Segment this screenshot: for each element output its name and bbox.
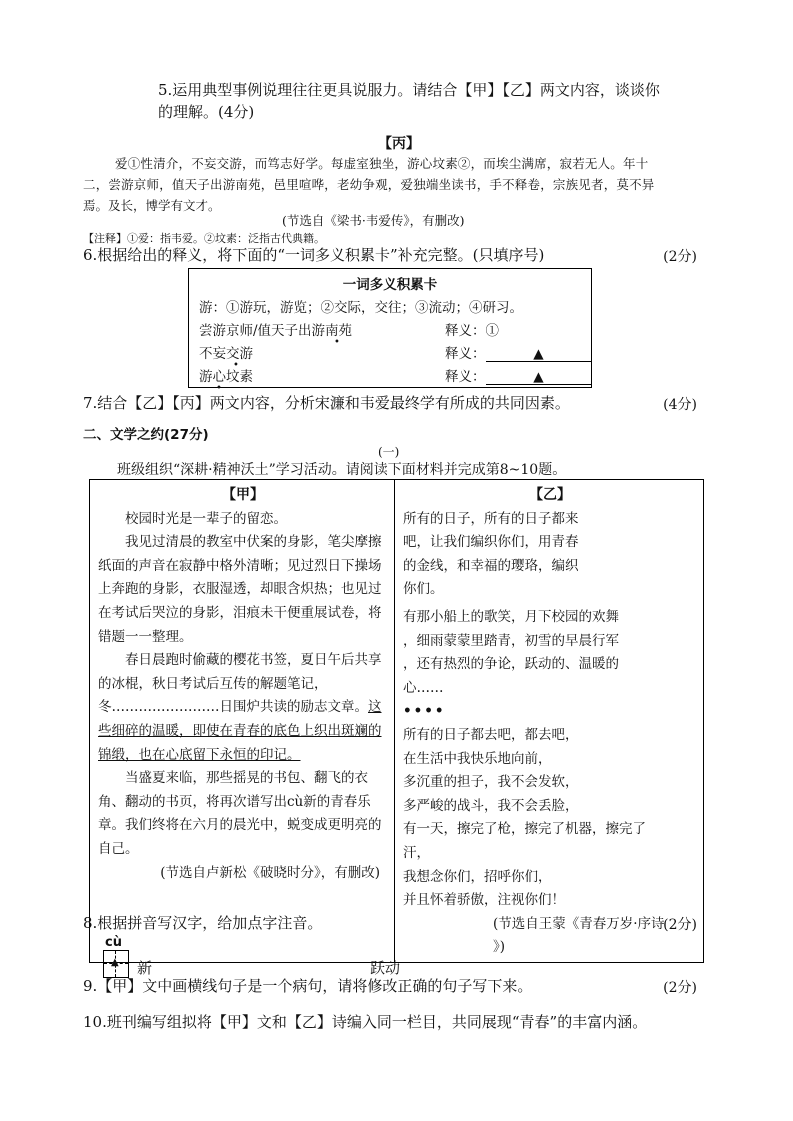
jia-source: (节选自卢新松《破晓时分》，有删改) [160,864,380,881]
answer-blank: ▲ [486,347,592,362]
triangle-icon: ▲ [111,957,119,968]
yi-line: 的金线，和幸福的璎珞，编织 [403,557,579,574]
jia-column [90,480,394,887]
yi-line: 心…… [403,679,444,696]
q7-text: 7.结合【乙】【丙】两文内容，分析宋濂和韦爱最终学有所成的共同因素。 [83,394,570,412]
emphasis-dot: • [233,360,239,371]
section-intro: 班级组织“深耕·精神沃土”学习活动。请阅读下面材料并完成第8~10题。 [117,462,567,478]
emphasis-dot: • [334,337,340,348]
q9-points: (2分) [663,980,697,996]
yi-line: 多严峻的战斗，我不会丢脸， [403,797,579,814]
card-phrase-3: 游心坟素 [199,369,253,385]
answer-blank: ▲ [486,370,592,385]
bing-note: 【注释】①爱：指韦爱。②坟素：泛指古代典籍。 [83,232,325,245]
q7-points: (4分) [663,397,697,413]
q9-text: 9.【甲】文中画横线句子是一个病句，请将修改正确的句子写下来。 [83,977,533,995]
bing-title: 【丙】 [378,136,420,152]
q8-text: 8.根据拼音写汉字，给加点字注音。 [83,914,323,932]
card-phrase-2: 不妄交游 [199,346,253,362]
yi-line: 有一天，擦完了枪，擦完了机器，擦完了 [403,821,646,838]
card-answer-2[interactable]: 释义： ▲ [445,342,592,362]
yi-line: ，细雨蒙蒙里踏青，初雪的早晨行军 [403,632,619,649]
yi-line: 并且怀着骄傲，注视你们！ [403,892,565,909]
q6-text: 6.根据给出的释义，将下面的“一词多义积累卡”补充完整。(只填序号) [83,246,545,264]
q5-line1: 5.运用典型事例说理往往更具说服力。请结合【甲】【乙】两文内容，谈谈你 [158,81,660,99]
yi-title: 【乙】 [529,487,571,503]
card-answer-1: 释义：① [445,323,499,339]
yi-line: 你们。 [403,581,444,598]
card-answer-3[interactable]: 释义： ▲ [445,365,592,385]
yi-source-1: (节选自王蒙《青春万岁·序诗 [493,915,665,932]
jia-title: 【甲】 [222,487,264,503]
polysemy-card [188,268,592,388]
yi-line: 所有的日子都去吧，都去吧， [403,726,579,743]
q8-points: (2分) [663,917,697,933]
q6-points: (2分) [663,249,697,265]
section-sub: (一) [378,445,400,459]
card-defs: 游：①游玩，游览；②交际，交往；③流动；④研习。 [199,300,523,316]
q8-word: 跃动 [370,959,401,977]
jia-para-4: 当盛夏来临，那些摇晃的书包、翻飞的衣角、翻动的书页，将再次谱写出cù新的青春乐章。我们终将在六月的晨光中，蜕变成更明亮的自己。 [98,770,382,857]
jia-para-1: 校园时光是一辈子的留恋。 [125,510,287,527]
q8-pinyin: cù [105,935,122,950]
bing-line3: 焉。及长，博学有文才。 [83,198,221,213]
jia-underlined-sentence: 这些细碎的温暖，即使在青春的底色上织出斑斓的锦缎，也在心底留下永恒的印记。 [98,699,382,763]
bing-source: (节选自《梁书·韦爱传》，有删改) [282,213,465,228]
section-title: 二、文学之约(27分) [83,427,209,443]
yi-line: 我想念你们，招呼你们， [403,868,552,885]
pinyin-writing-box[interactable] [103,950,129,978]
yi-ellipsis: •••• [403,703,446,720]
yi-source-2: 》) [493,939,506,956]
yi-line: 吧，让我们编织你们，用青春 [403,534,579,551]
yi-line: 汗， [403,844,430,861]
emphasis-dot: • [216,383,222,394]
bing-line1: 爱①性清介，不妄交游，而笃志好学。每虚室独坐，游心坟素②，而埃尘满席，寂若无人。年十 [115,156,649,171]
yi-line: 有那小船上的歌笑，月下校园的欢舞 [403,608,619,625]
q10-text: 10.班刊编写组拟将【甲】文和【乙】诗编入同一栏目，共同展现“青春”的丰富内涵。 [83,1013,648,1031]
yi-line: ，还有热烈的争论，跃动的、温暖的 [403,656,619,673]
jia-para-3-text: 春日晨跑时偷藏的樱花书签，夏日午后共享的冰棍，秋日考试后互传的解题笔记，冬……………………日围炉共读的励志文章。 [98,652,382,716]
card-title: 一词多义积累卡 [342,277,438,293]
reading-table [89,479,704,963]
jia-para-3 [98,649,388,767]
card-phrase-1: 尝游京师/值天子出游南苑 [199,323,353,339]
jia-para-2: 我见过清晨的教室中伏案的身影，笔尖摩擦纸面的声音在寂静中格外清晰；见过烈日下操场上奔跑的身影，衣服湿透，却眼含炽热；也见过在考试后哭泣的身影，泪痕未干便重展试卷，将错题一一整理。 [98,534,382,645]
yi-line: 多沉重的担子，我不会发软， [403,774,579,791]
yi-column [395,480,703,962]
yi-line: 所有的日子，所有的日子都来 [403,510,579,527]
q8-char: 新 [137,959,153,977]
q5-line2: 的理解。(4分) [158,103,255,121]
yi-line: 在生活中我快乐地向前， [403,750,552,767]
bing-line2: 二，尝游京师，值天子出游南苑，邑里喧哗，老幼争观，爱独端坐读书，手不释卷，宗族见者，莫不异 [83,177,655,192]
